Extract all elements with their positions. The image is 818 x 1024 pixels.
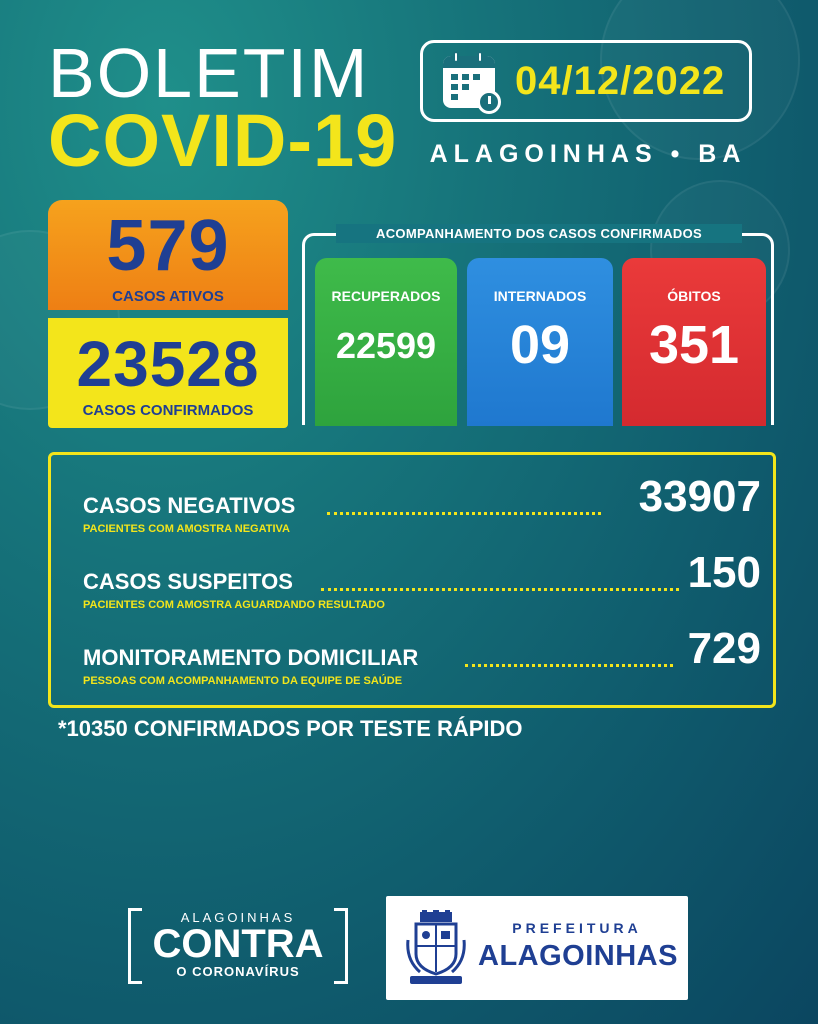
prefeitura-city-name: ALAGOINHAS [478,940,678,972]
deaths-label: ÓBITOS [667,288,721,304]
calendar-clock-icon [443,56,495,108]
date-box [420,40,752,122]
deaths-card [622,258,766,426]
rapid-test-footnote: *10350 CONFIRMADOS POR TESTE RÁPIDO [58,716,523,741]
city-crest-icon [406,910,466,986]
prefeitura-logo [386,896,688,1000]
campaign-mid-text: CONTRA [152,922,324,966]
title-boletim: BOLETIM [48,34,370,112]
negative-cases-subtitle: PACIENTES COM AMOSTRA NEGATIVA [83,523,290,535]
prefeitura-label: PREFEITURA [512,920,642,936]
negative-cases-value: 33907 [638,472,761,521]
recovered-label: RECUPERADOS [331,288,441,304]
campaign-bottom-text: O CORONAVÍRUS [176,964,300,979]
home-monitoring-title: MONITORAMENTO DOMICILIAR [83,645,419,670]
dotted-leader [321,587,679,591]
negative-cases-row [83,472,761,535]
deaths-value: 351 [648,315,740,375]
report-date: 04/12/2022 [515,59,726,103]
home-monitoring-subtitle: PESSOAS COM ACOMPANHAMENTO DA EQUIPE DE SAÚDE [83,675,403,687]
details-box [48,452,776,708]
recovered-value: 22599 [335,325,437,366]
location-label: ALAGOINHAS • BA [429,140,747,168]
dotted-leader [327,511,601,515]
suspected-cases-title: CASOS SUSPEITOS [83,569,293,594]
suspected-cases-subtitle: PACIENTES COM AMOSTRA AGUARDANDO RESULTADO [83,599,385,611]
confirmed-cases-box [48,318,288,428]
active-cases-box [48,200,288,310]
confirmed-cases-value: 23528 [76,328,260,400]
recovered-card [315,258,457,426]
home-monitoring-row [83,624,761,687]
tracking-title: ACOMPANHAMENTO DOS CASOS CONFIRMADOS [336,224,742,243]
campaign-logo [128,908,348,984]
active-cases-value: 579 [106,206,230,286]
negative-cases-title: CASOS NEGATIVOS [83,493,296,518]
title-covid: COVID-19 [48,99,398,182]
dotted-leader [465,663,673,667]
home-monitoring-value: 729 [687,624,761,673]
hospitalized-value: 09 [509,315,571,375]
hospitalized-label: INTERNADOS [493,288,587,304]
active-cases-label: CASOS ATIVOS [112,288,224,305]
campaign-top-text: ALAGOINHAS [180,910,296,925]
hospitalized-card [467,258,613,426]
confirmed-cases-label: CASOS CONFIRMADOS [82,402,254,419]
suspected-cases-value: 150 [687,548,761,597]
suspected-cases-row [83,548,761,611]
